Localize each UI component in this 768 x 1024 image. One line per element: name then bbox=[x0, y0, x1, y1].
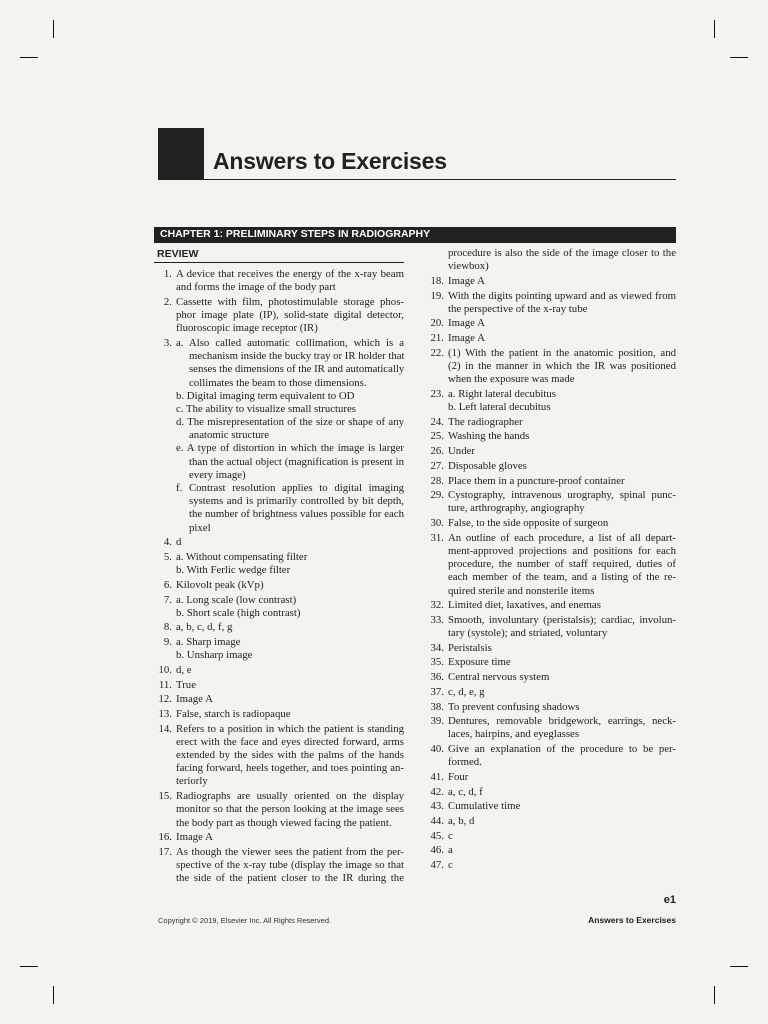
answer-number: 13. bbox=[158, 708, 172, 720]
answer-item bbox=[426, 416, 676, 429]
answer-text: Image A bbox=[448, 332, 485, 345]
answer-text: procedure, the number of staff required, duties of bbox=[448, 558, 676, 571]
answer-number: 43. bbox=[430, 800, 444, 813]
answer-line bbox=[154, 482, 404, 495]
answer-line bbox=[426, 260, 676, 273]
answer-text: formed. bbox=[448, 756, 482, 769]
answer-text: e. A type of distortion in which the image is larger bbox=[176, 442, 404, 455]
answer-text: Smooth, involuntary (peristalsis); cardiac, involun- bbox=[448, 613, 676, 626]
answer-item bbox=[426, 460, 676, 473]
answer-text: a. Also called automatic collimation, which is a bbox=[176, 336, 404, 349]
answer-line bbox=[426, 303, 676, 316]
answer-number: 33. bbox=[430, 613, 444, 626]
answer-text: Radiographs are usually oriented on the display bbox=[176, 790, 404, 803]
answer-text: d. The misrepresentation of the size or shape of any bbox=[176, 416, 404, 429]
answer-text: viewbox) bbox=[448, 260, 489, 273]
answer-line bbox=[154, 495, 404, 508]
answer-number: 25. bbox=[430, 430, 444, 443]
answer-text: fluoroscopic image receptor (IR) bbox=[176, 322, 318, 335]
answer-text: facing forward, heels together, and toes pointing an- bbox=[176, 762, 404, 775]
answer-text: Cumulative time bbox=[448, 800, 521, 813]
answer-text: (1) With the patient in the anatomic position, and bbox=[448, 346, 676, 359]
answer-text: A device that receives the energy of the x-ray beam bbox=[176, 268, 404, 280]
answer-item bbox=[154, 723, 404, 736]
answer-item bbox=[426, 671, 676, 684]
answer-line bbox=[154, 442, 404, 455]
answer-line bbox=[154, 350, 404, 363]
answer-text: a, c, d, f bbox=[448, 785, 483, 798]
crop-mark bbox=[20, 966, 38, 967]
answer-number: 3. bbox=[163, 336, 172, 349]
answer-item bbox=[426, 715, 676, 728]
answer-line bbox=[154, 762, 404, 775]
crop-mark bbox=[53, 20, 54, 38]
answer-number: 35. bbox=[430, 656, 444, 669]
crop-mark bbox=[714, 986, 715, 1004]
answer-text: Image A bbox=[176, 831, 213, 844]
answers-column-right bbox=[426, 247, 676, 872]
answer-line bbox=[154, 649, 404, 662]
title-rule bbox=[204, 179, 676, 180]
answer-item bbox=[426, 701, 676, 714]
answer-item bbox=[426, 743, 676, 756]
answer-number: 26. bbox=[430, 445, 444, 458]
chapter-marker-block bbox=[158, 128, 204, 180]
answer-number: 36. bbox=[430, 671, 444, 684]
answer-text: d, e bbox=[176, 663, 192, 676]
answer-number: 2. bbox=[163, 295, 172, 308]
answer-text: pixel bbox=[189, 521, 211, 534]
answer-line bbox=[154, 363, 404, 376]
answer-item bbox=[154, 551, 404, 564]
answer-line bbox=[426, 360, 676, 373]
answer-text: Give an explanation of the procedure to be per- bbox=[448, 743, 676, 756]
answer-text: laces, hairpins, and eyeglasses bbox=[448, 728, 580, 741]
answer-text: (2) in the manner in which the IR was positioned bbox=[448, 360, 676, 372]
answer-item bbox=[426, 599, 676, 612]
answer-line bbox=[154, 803, 404, 816]
answer-text: Washing the hands bbox=[448, 430, 530, 443]
answer-text: The radiographer bbox=[448, 415, 523, 428]
answer-text: systems and is primarily controlled by bit depth, bbox=[189, 495, 404, 508]
answer-item bbox=[426, 317, 676, 330]
answer-text: Peristalsis bbox=[448, 641, 492, 654]
answer-item bbox=[426, 614, 676, 627]
answer-text: Refers to a position in which the patient is standing bbox=[176, 722, 404, 735]
answer-line bbox=[154, 390, 404, 403]
answer-text: False, to the side opposite of surgeon bbox=[448, 517, 609, 530]
answer-number: 32. bbox=[430, 599, 444, 612]
answer-line bbox=[154, 403, 404, 416]
answer-number: 9. bbox=[163, 636, 172, 649]
answer-text: With the digits pointing upward and as viewed from bbox=[448, 289, 676, 302]
answer-text: anatomic structure bbox=[189, 429, 270, 442]
answer-item bbox=[426, 290, 676, 303]
answer-number: 6. bbox=[163, 578, 172, 591]
answer-text: a. Sharp image bbox=[176, 636, 241, 649]
answer-item bbox=[426, 786, 676, 799]
answer-text: Central nervous system bbox=[448, 671, 550, 684]
answer-text: d bbox=[176, 536, 182, 549]
answer-text: Disposable gloves bbox=[448, 459, 527, 472]
answer-text: the body part as though viewed facing the patient. bbox=[176, 816, 392, 829]
answer-item bbox=[154, 790, 404, 803]
answer-line bbox=[154, 736, 404, 749]
answer-number: 12. bbox=[158, 693, 172, 706]
answer-line bbox=[154, 429, 404, 442]
answer-number: 31. bbox=[430, 531, 444, 544]
answer-text: c. The ability to visualize small structures bbox=[176, 402, 357, 415]
answer-text: b. With Ferlic wedge filter bbox=[176, 564, 291, 577]
answer-number: 15. bbox=[158, 790, 172, 803]
answer-text: Limited diet, laxatives, and enemas bbox=[448, 599, 601, 612]
answer-item bbox=[154, 831, 404, 844]
answer-item bbox=[154, 337, 404, 350]
answer-line bbox=[154, 817, 404, 830]
answer-number: 30. bbox=[430, 517, 444, 530]
answer-line bbox=[154, 377, 404, 390]
chapter-heading: CHAPTER 1: PRELIMINARY STEPS IN RADIOGRAPHY bbox=[160, 228, 431, 240]
answer-line bbox=[154, 564, 404, 577]
answer-item bbox=[154, 296, 404, 309]
answer-text: b. Digital imaging term equivalent to OD bbox=[176, 389, 355, 402]
answer-text: a bbox=[448, 844, 453, 857]
answer-number: 38. bbox=[430, 700, 444, 713]
answer-item bbox=[426, 800, 676, 813]
answer-text: Image A bbox=[448, 317, 485, 330]
answer-number: 40. bbox=[430, 743, 444, 756]
answer-text: a. Right lateral decubitus bbox=[448, 387, 556, 400]
answer-text: phor image plate (IP), solid-state digital detector, bbox=[176, 309, 404, 322]
answer-number: 45. bbox=[430, 829, 444, 842]
crop-mark bbox=[730, 966, 748, 967]
answer-text: c bbox=[448, 859, 453, 872]
answer-number: 10. bbox=[158, 663, 172, 676]
answer-number: 28. bbox=[430, 474, 444, 487]
answer-number: 22. bbox=[430, 346, 444, 359]
answer-text: than the actual object (magnification is present in bbox=[189, 455, 404, 468]
crop-mark bbox=[53, 986, 54, 1004]
answer-item bbox=[426, 347, 676, 360]
answer-item bbox=[154, 579, 404, 592]
answer-line bbox=[154, 859, 404, 872]
answer-line bbox=[154, 456, 404, 469]
answer-text: Cassette with film, photostimulable storage phos- bbox=[176, 295, 404, 308]
answer-text: a. Long scale (low contrast) bbox=[176, 593, 297, 606]
answer-number: 41. bbox=[430, 770, 444, 783]
page-number: e1 bbox=[663, 894, 676, 906]
answer-number: 27. bbox=[430, 459, 444, 472]
answer-text: Dentures, removable bridgework, earrings, neck- bbox=[448, 715, 676, 728]
answer-item bbox=[426, 532, 676, 545]
answer-item bbox=[154, 636, 404, 649]
answer-item bbox=[154, 621, 404, 634]
answer-line bbox=[154, 749, 404, 762]
answer-number: 5. bbox=[163, 550, 172, 563]
answer-text: True bbox=[176, 678, 197, 691]
answer-line bbox=[154, 522, 404, 535]
answer-item bbox=[426, 517, 676, 530]
answer-number: 19. bbox=[430, 289, 444, 302]
answer-line bbox=[426, 627, 676, 640]
answer-text: erect with the face and eyes directed forward, arms bbox=[176, 735, 404, 748]
answer-number: 37. bbox=[430, 685, 444, 698]
answer-text: To prevent confusing shadows bbox=[448, 700, 580, 713]
answer-text: each member of the team, and a listing of the re- bbox=[448, 571, 676, 584]
answer-text: Cystography, intravenous urography, spinal punc- bbox=[448, 489, 676, 502]
answer-line bbox=[426, 401, 676, 414]
answer-line bbox=[154, 469, 404, 482]
answer-text: Under bbox=[448, 445, 475, 458]
answer-text: and forms the image of the body part bbox=[176, 281, 336, 294]
answer-number: 1. bbox=[163, 268, 172, 280]
answer-line bbox=[426, 502, 676, 515]
running-title: Answers to Exercises bbox=[588, 915, 676, 925]
answer-number: 23. bbox=[430, 387, 444, 400]
answer-line bbox=[154, 775, 404, 788]
answer-text: ture, arthrography, angiography bbox=[448, 502, 585, 515]
answer-text: mechanism inside the bucky tray or IR holder that bbox=[189, 350, 405, 363]
answer-item bbox=[426, 332, 676, 345]
answer-line bbox=[154, 872, 404, 885]
chapter-heading-bar bbox=[154, 227, 676, 243]
answer-item bbox=[426, 859, 676, 872]
answer-item bbox=[426, 815, 676, 828]
answer-number: 4. bbox=[163, 536, 172, 549]
answer-item bbox=[426, 275, 676, 288]
answer-number: 47. bbox=[430, 859, 444, 872]
answer-item bbox=[426, 430, 676, 443]
answer-text: a. Without compensating filter bbox=[176, 550, 308, 563]
answer-text: Image A bbox=[176, 693, 213, 706]
answer-text: Image A bbox=[448, 274, 485, 287]
answer-item bbox=[426, 656, 676, 669]
copyright-notice: Copyright © 2019, Elsevier Inc. All Rights Reserved. bbox=[158, 916, 332, 925]
answer-item bbox=[426, 445, 676, 458]
answer-text: a, b, c, d, f, g bbox=[176, 621, 233, 634]
answer-text: the side of the patient closer to the IR during the bbox=[176, 872, 404, 885]
answer-text: the number of brightness values possible for each bbox=[189, 508, 404, 521]
answer-line bbox=[426, 728, 676, 741]
answer-number: 39. bbox=[430, 715, 444, 728]
answer-item bbox=[154, 846, 404, 859]
answer-item bbox=[154, 679, 404, 692]
answer-item bbox=[154, 268, 404, 281]
answer-text: Place them in a puncture-proof container bbox=[448, 474, 625, 487]
answer-text: ment-approved projections and positions for each bbox=[448, 544, 676, 557]
answer-item bbox=[154, 693, 404, 706]
answer-text: b. Left lateral decubitus bbox=[448, 401, 551, 414]
crop-mark bbox=[20, 57, 38, 58]
answer-text: b. Short scale (high contrast) bbox=[176, 606, 301, 619]
answer-item bbox=[426, 475, 676, 488]
answer-text: quired sterile and nonsterile items bbox=[448, 584, 595, 597]
answer-line bbox=[154, 607, 404, 620]
answer-number: 14. bbox=[158, 722, 172, 735]
section-rule bbox=[154, 262, 404, 263]
answer-text: An outline of each procedure, a list of all depart- bbox=[448, 531, 676, 544]
answer-item bbox=[426, 830, 676, 843]
answer-text: collimates the beam to those dimensions. bbox=[189, 376, 367, 389]
answer-number: 17. bbox=[158, 845, 172, 858]
answer-number: 29. bbox=[430, 489, 444, 502]
answer-item bbox=[154, 708, 404, 721]
answer-item bbox=[426, 489, 676, 502]
answer-item bbox=[154, 664, 404, 677]
answer-line bbox=[426, 247, 676, 260]
answer-text: As though the viewer sees the patient from the per- bbox=[176, 845, 404, 858]
answer-text: False, starch is radiopaque bbox=[176, 708, 291, 720]
answer-line bbox=[426, 558, 676, 571]
answer-text: monitor so that the person looking at the image sees bbox=[176, 803, 404, 816]
answer-text: f. Contrast resolution applies to digital imaging bbox=[176, 482, 404, 494]
answer-item bbox=[426, 388, 676, 401]
answer-line bbox=[426, 756, 676, 769]
answer-line bbox=[154, 322, 404, 335]
answer-number: 7. bbox=[163, 593, 172, 606]
answer-item bbox=[426, 686, 676, 699]
answer-number: 20. bbox=[430, 317, 444, 330]
answer-item bbox=[426, 642, 676, 655]
answers-column-left bbox=[154, 268, 404, 885]
answer-text: teriorly bbox=[176, 775, 208, 788]
answer-text: every image) bbox=[189, 468, 246, 481]
answer-number: 21. bbox=[430, 332, 444, 345]
answer-text: Exposure time bbox=[448, 656, 511, 669]
answer-line bbox=[154, 309, 404, 322]
answer-text: senses the dimensions of the IR and automatically bbox=[189, 363, 405, 376]
answer-number: 24. bbox=[430, 415, 444, 428]
answer-text: a, b, d bbox=[448, 815, 475, 827]
answer-text: c, d, e, g bbox=[448, 685, 485, 698]
answer-line bbox=[154, 281, 404, 294]
answer-line bbox=[426, 545, 676, 558]
answer-text: when the exposure was made bbox=[448, 373, 575, 386]
answer-line bbox=[154, 508, 404, 521]
answer-number: 11. bbox=[158, 678, 172, 691]
answer-number: 44. bbox=[430, 815, 444, 827]
answer-number: 42. bbox=[430, 785, 444, 798]
page-title: Answers to Exercises bbox=[213, 148, 447, 174]
answer-number: 34. bbox=[430, 641, 444, 654]
answer-text: tary (systole); and striated, voluntary bbox=[448, 627, 608, 640]
answer-text: extended by the sides with the palms of the hands bbox=[176, 749, 404, 762]
answer-line bbox=[426, 585, 676, 598]
answer-item bbox=[154, 536, 404, 549]
answer-line bbox=[426, 373, 676, 386]
crop-mark bbox=[730, 57, 748, 58]
answer-item bbox=[154, 594, 404, 607]
answer-number: 46. bbox=[430, 844, 444, 857]
answer-text: Four bbox=[448, 770, 469, 783]
answer-line bbox=[154, 416, 404, 429]
answer-text: b. Unsharp image bbox=[176, 649, 253, 662]
answer-item bbox=[426, 844, 676, 857]
answer-text: Kilovolt peak (kVp) bbox=[176, 578, 264, 591]
answer-text: the perspective of the x-ray tube bbox=[448, 302, 588, 315]
answer-text: c bbox=[448, 829, 453, 842]
answer-number: 18. bbox=[430, 274, 444, 287]
answer-line bbox=[426, 571, 676, 584]
answer-number: 8. bbox=[163, 621, 172, 634]
answer-text: procedure is also the side of the image closer to the bbox=[448, 247, 676, 259]
answer-number: 16. bbox=[158, 831, 172, 844]
answer-text: spective of the x-ray tube (display the image so that bbox=[176, 859, 404, 872]
section-heading: REVIEW bbox=[157, 248, 199, 260]
crop-mark bbox=[714, 20, 715, 38]
answer-item bbox=[426, 771, 676, 784]
